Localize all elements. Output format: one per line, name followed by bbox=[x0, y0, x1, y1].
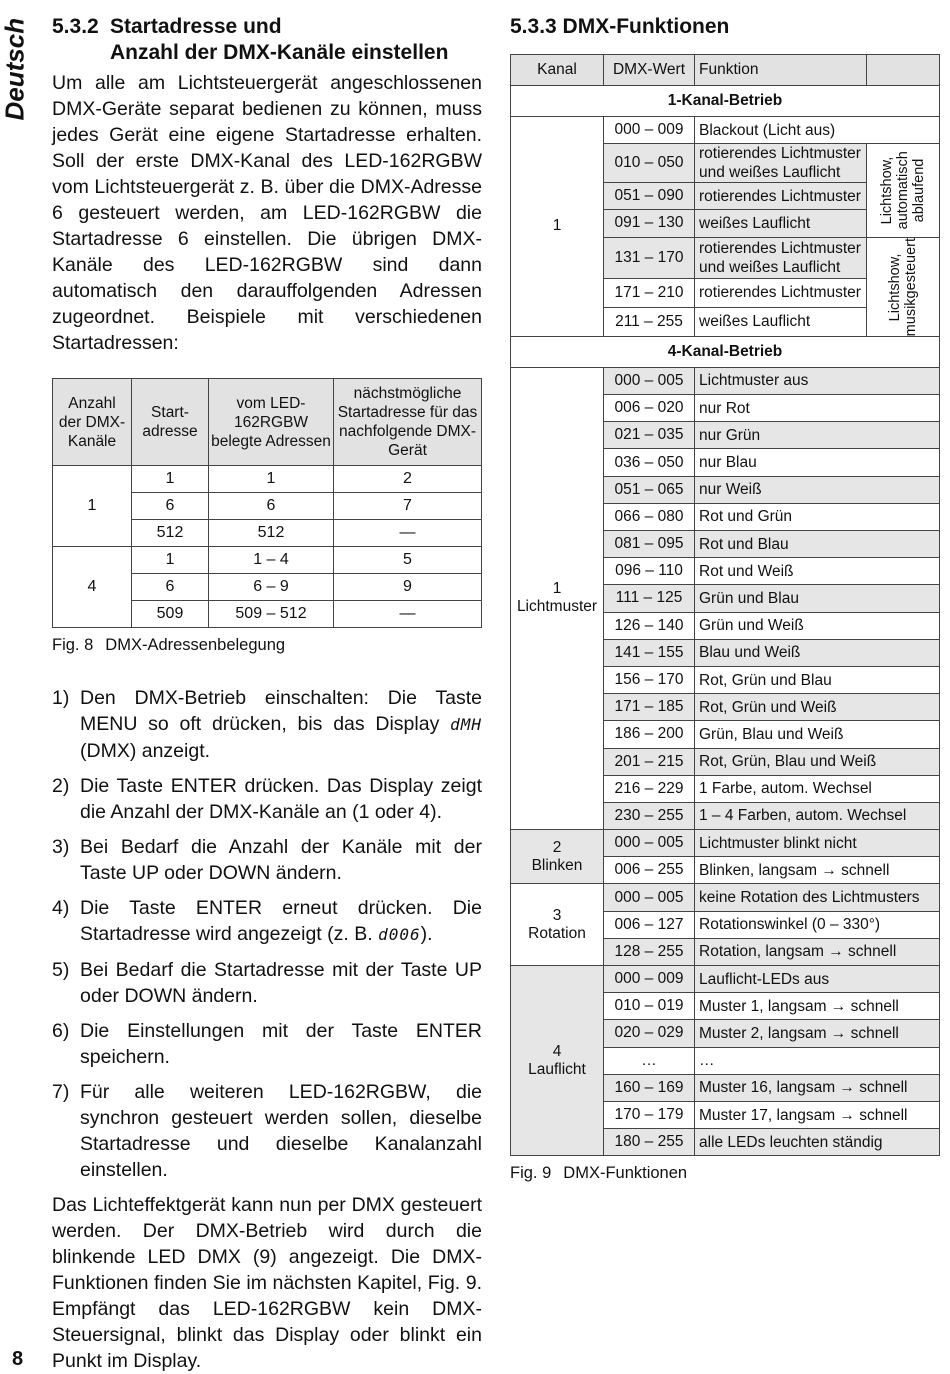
section-title: Startadresse und Anzahl der DMX-Kanäle einstellen bbox=[110, 15, 449, 64]
fig9-label: Fig. 9 bbox=[510, 1164, 552, 1183]
step-text bbox=[80, 895, 482, 948]
dmx-value-cell: 096 – 110 bbox=[604, 558, 695, 585]
function-cell: Rot, Grün und Blau bbox=[695, 666, 940, 693]
function-cell: Rot und Weiß bbox=[695, 558, 940, 585]
address-cell: 2 bbox=[334, 466, 482, 493]
function-cell: Lichtmuster aus bbox=[695, 367, 940, 394]
fig8-caption: Fig. 8 DMX-Adressenbelegung bbox=[52, 636, 286, 654]
address-cell: 6 bbox=[132, 493, 209, 520]
step-number: 6) bbox=[52, 1020, 70, 1042]
address-cell: 1 bbox=[209, 466, 334, 493]
address-table-row bbox=[53, 547, 482, 574]
dmx-row bbox=[511, 117, 940, 144]
function-cell: rotierendes Lichtmuster und weißes Lauflicht bbox=[695, 144, 867, 183]
function-cell: Muster 16, langsam → schnell bbox=[695, 1074, 940, 1101]
channel-name: Lichtmuster bbox=[516, 598, 598, 616]
function-cell: rotierendes Lichtmuster und weißes Lauflicht bbox=[695, 237, 867, 278]
function-cell: Muster 17, langsam → schnell bbox=[695, 1101, 940, 1128]
dmx-value-cell: 126 – 140 bbox=[604, 612, 695, 639]
step-number: 1) bbox=[52, 687, 70, 709]
channel-number: 2 bbox=[552, 838, 562, 856]
instruction-step bbox=[52, 1079, 482, 1183]
function-cell: 1 Farbe, autom. Wechsel bbox=[695, 775, 940, 802]
dmx-value-cell: 021 – 035 bbox=[604, 422, 695, 449]
step-text-main: Bei Bedarf die Anzahl der Kanäle mit der Taste UP oder DOWN ändern. bbox=[80, 836, 482, 884]
section-heading-5-3-2 bbox=[52, 14, 482, 66]
dmx-value-cell: … bbox=[604, 1047, 695, 1074]
dmx-value-cell: 036 – 050 bbox=[604, 449, 695, 476]
closing-paragraph: Das Lichteffektgerät kann nun per DMX gesteuert werden. Der DMX-Betrieb wird durch die blinkende LED DMX (9) angezeigt. Die DMX-Funktionen finden Sie im nächsten Kapitel, Fig. 9. Empfängt das LED-162RGBW kein DMX-Steuersignal, blinkt das Display oder blinkt ein Punkt im Display. bbox=[52, 1194, 482, 1372]
dmx-value-cell: 006 – 255 bbox=[604, 857, 695, 884]
dmx-value-cell: 006 – 020 bbox=[604, 395, 695, 422]
step-text-main: Den DMX-Betrieb einschalten: Die Taste MENU so oft drücken, bis das Display bbox=[80, 687, 482, 735]
step-number: 7) bbox=[52, 1081, 70, 1103]
mode-heading-row bbox=[511, 336, 940, 367]
right-column bbox=[510, 14, 940, 1183]
dmx-value-cell: 006 – 127 bbox=[604, 911, 695, 938]
address-cell: 7 bbox=[334, 493, 482, 520]
channel-count-cell: 4 bbox=[53, 547, 132, 628]
step-text-main: Die Einstellungen mit der Taste ENTER speichern. bbox=[80, 1020, 482, 1068]
instruction-step bbox=[52, 685, 482, 764]
instruction-steps bbox=[52, 685, 482, 1183]
language-tab: Deutsch bbox=[0, 17, 30, 121]
function-cell: keine Rotation des Lichtmusters bbox=[695, 884, 940, 911]
mode-heading: 4-Kanal-Betrieb bbox=[511, 336, 940, 367]
address-table-header bbox=[53, 379, 482, 466]
step-text-main: Für alle weiteren LED-162RGBW, die synchron gesteuert werden sollen, dieselbe Startadresse und dieselbe Kanalanzahl einstellen. bbox=[80, 1081, 482, 1181]
channel-count-cell: 1 bbox=[53, 466, 132, 547]
dmx-value-cell: 186 – 200 bbox=[604, 721, 695, 748]
dmx-row bbox=[511, 884, 940, 911]
function-cell: alle LEDs leuchten ständig bbox=[695, 1129, 940, 1156]
step-text bbox=[80, 773, 482, 825]
address-table bbox=[52, 378, 482, 628]
instruction-step bbox=[52, 1018, 482, 1070]
dmx-value-cell: 171 – 210 bbox=[604, 279, 695, 308]
step-text bbox=[80, 1079, 482, 1183]
channel-cell bbox=[511, 830, 604, 884]
instruction-step bbox=[52, 957, 482, 1009]
dmx-value-cell: 000 – 005 bbox=[604, 884, 695, 911]
step-number: 3) bbox=[52, 836, 70, 858]
dmx-value-cell: 170 – 179 bbox=[604, 1101, 695, 1128]
step-number: 5) bbox=[52, 959, 70, 981]
channel-number: 4 bbox=[552, 1042, 562, 1060]
dmx-value-cell: 156 – 170 bbox=[604, 666, 695, 693]
address-cell: — bbox=[334, 601, 482, 628]
channel-cell bbox=[511, 884, 604, 966]
function-cell: rotierendes Lichtmuster bbox=[695, 279, 867, 308]
section-heading-5-3-3: 5.3.3 DMX-Funktionen bbox=[510, 15, 730, 38]
channel-cell bbox=[511, 966, 604, 1156]
address-cell: 6 bbox=[209, 493, 334, 520]
function-cell: Blinken, langsam → schnell bbox=[695, 857, 940, 884]
lcd-display-text: d006 bbox=[378, 925, 421, 944]
address-cell: 512 bbox=[209, 520, 334, 547]
dmx-value-cell: 171 – 185 bbox=[604, 694, 695, 721]
step-text bbox=[80, 834, 482, 886]
dmx-value-cell: 091 – 130 bbox=[604, 210, 695, 237]
step-text-main: Die Taste ENTER drücken. Das Display zeigt die Anzahl der DMX-Kanäle an (1 oder 4). bbox=[80, 775, 482, 823]
channel-name: Lauflicht bbox=[528, 1060, 586, 1078]
dmx-value-cell: 201 – 215 bbox=[604, 748, 695, 775]
function-cell: Lichtmuster blinkt nicht bbox=[695, 830, 940, 857]
music-lightshow-label bbox=[867, 237, 940, 336]
step-number: 4) bbox=[52, 897, 70, 919]
header-channel-count: Anzahl der DMX-Kanäle bbox=[53, 379, 132, 466]
address-cell: 9 bbox=[334, 574, 482, 601]
function-cell: nur Rot bbox=[695, 395, 940, 422]
address-cell: 509 bbox=[132, 601, 209, 628]
channel-name: Blinken bbox=[531, 856, 583, 874]
function-cell: Blackout (Licht aus) bbox=[695, 117, 940, 144]
function-cell: Rotationswinkel (0 – 330°) bbox=[695, 911, 940, 938]
header-spacer bbox=[867, 55, 940, 86]
header-next-start-address: nächstmögliche Startadresse für das nachfolgende DMX-Gerät bbox=[334, 379, 482, 466]
left-column bbox=[52, 14, 482, 1374]
step-text bbox=[80, 685, 482, 764]
dmx-value-cell: 000 – 009 bbox=[604, 117, 695, 144]
dmx-value-cell: 230 – 255 bbox=[604, 802, 695, 829]
function-cell: nur Blau bbox=[695, 449, 940, 476]
auto-lightshow-label bbox=[867, 144, 940, 237]
dmx-value-cell: 141 – 155 bbox=[604, 639, 695, 666]
address-cell: 1 – 4 bbox=[209, 547, 334, 574]
instruction-step bbox=[52, 895, 482, 948]
function-cell: … bbox=[695, 1047, 940, 1074]
address-cell: 1 bbox=[132, 547, 209, 574]
function-cell: 1 – 4 Farben, autom. Wechsel bbox=[695, 802, 940, 829]
function-cell: Grün, Blau und Weiß bbox=[695, 721, 940, 748]
fig9-caption: Fig. 9 DMX-Funktionen bbox=[510, 1164, 688, 1183]
dmx-value-cell: 160 – 169 bbox=[604, 1074, 695, 1101]
dmx-value-cell: 000 – 005 bbox=[604, 830, 695, 857]
dmx-value-cell: 000 – 005 bbox=[604, 367, 695, 394]
mode-heading: 1-Kanal-Betrieb bbox=[511, 86, 940, 117]
dmx-value-cell: 066 – 080 bbox=[604, 503, 695, 530]
header-kanal: Kanal bbox=[511, 55, 604, 86]
dmx-value-cell: 081 – 095 bbox=[604, 531, 695, 558]
vertical-label: Lichtshow, musikgesteuert bbox=[887, 237, 919, 336]
dmx-value-cell: 010 – 019 bbox=[604, 993, 695, 1020]
channel-cell bbox=[511, 367, 604, 829]
address-cell: 6 – 9 bbox=[209, 574, 334, 601]
fig8-label: Fig. 8 bbox=[52, 636, 94, 654]
function-cell: nur Grün bbox=[695, 422, 940, 449]
function-cell: weißes Lauflicht bbox=[695, 307, 867, 336]
address-cell: — bbox=[334, 520, 482, 547]
function-cell: Rot und Grün bbox=[695, 503, 940, 530]
step-text-main: Die Taste ENTER erneut drücken. Die Startadresse wird angezeigt (z. B. bbox=[80, 897, 482, 945]
address-cell: 512 bbox=[132, 520, 209, 547]
header-funktion: Funktion bbox=[695, 55, 867, 86]
step-text-main: Bei Bedarf die Startadresse mit der Taste UP oder DOWN ändern. bbox=[80, 959, 482, 1007]
dmx-row bbox=[511, 367, 940, 394]
step-text-tail: ). bbox=[420, 923, 433, 945]
dmx-value-cell: 000 – 009 bbox=[604, 966, 695, 993]
dmx-value-cell: 020 – 029 bbox=[604, 1020, 695, 1047]
instruction-step bbox=[52, 834, 482, 886]
address-table-row bbox=[53, 466, 482, 493]
dmx-value-cell: 211 – 255 bbox=[604, 307, 695, 336]
dmx-table-header bbox=[511, 55, 940, 86]
dmx-value-cell: 216 – 229 bbox=[604, 775, 695, 802]
step-number: 2) bbox=[52, 775, 70, 797]
address-cell: 509 – 512 bbox=[209, 601, 334, 628]
address-cell: 6 bbox=[132, 574, 209, 601]
function-cell: nur Weiß bbox=[695, 476, 940, 503]
function-cell: Muster 1, langsam → schnell bbox=[695, 993, 940, 1020]
header-start-address: Start-adresse bbox=[132, 379, 209, 466]
function-cell: Rotation, langsam → schnell bbox=[695, 938, 940, 965]
dmx-row bbox=[511, 966, 940, 993]
function-cell: Rot und Blau bbox=[695, 531, 940, 558]
dmx-row bbox=[511, 830, 940, 857]
dmx-value-cell: 051 – 090 bbox=[604, 183, 695, 210]
page-number: 8 bbox=[12, 1348, 24, 1370]
step-text bbox=[80, 1018, 482, 1070]
function-cell: weißes Lauflicht bbox=[695, 210, 867, 237]
dmx-function-table bbox=[510, 54, 940, 1156]
step-text bbox=[80, 957, 482, 1009]
channel-number: 1 bbox=[552, 580, 562, 598]
lcd-display-text: dMH bbox=[450, 715, 482, 734]
function-cell: rotierendes Lichtmuster bbox=[695, 183, 867, 210]
function-cell: Lauflicht-LEDs aus bbox=[695, 966, 940, 993]
function-cell: Blau und Weiß bbox=[695, 639, 940, 666]
dmx-value-cell: 111 – 125 bbox=[604, 585, 695, 612]
function-cell: Rot, Grün, Blau und Weiß bbox=[695, 748, 940, 775]
address-cell: 5 bbox=[334, 547, 482, 574]
header-dmx-wert: DMX-Wert bbox=[604, 55, 695, 86]
function-cell: Muster 2, langsam → schnell bbox=[695, 1020, 940, 1047]
dmx-value-cell: 010 – 050 bbox=[604, 144, 695, 183]
dmx-value-cell: 180 – 255 bbox=[604, 1129, 695, 1156]
address-cell: 1 bbox=[132, 466, 209, 493]
mode-heading-row bbox=[511, 86, 940, 117]
function-cell: Grün und Weiß bbox=[695, 612, 940, 639]
channel-number: 3 bbox=[552, 906, 562, 924]
channel-cell: 1 bbox=[511, 117, 604, 337]
dmx-value-cell: 128 – 255 bbox=[604, 938, 695, 965]
intro-paragraph: Um alle am Lichtsteuergerät angeschlossenen DMX-Geräte separat bedienen zu können, muss jedes Gerät eine eigene Startadresse erhalten. Soll der erste DMX-Kanal des LED-162RGBW vom Lichtsteuergerät z. B. über die DMX-Adresse 6 gesteuert werden, am LED-162RGBW die Startadresse 6 einstellen. Die übrigen DMX-Kanäle des LED-162RGBW sind dann automatisch den darauffolgenden Adressen zugeordnet. Beispiele mit verschiedenen Startadressen: bbox=[52, 72, 482, 354]
function-cell: Grün und Blau bbox=[695, 585, 940, 612]
dmx-value-cell: 051 – 065 bbox=[604, 476, 695, 503]
step-text-tail: (DMX) anzeigt. bbox=[80, 740, 211, 762]
header-occupied-addresses: vom LED-162RGBW belegte Adressen bbox=[209, 379, 334, 466]
instruction-step bbox=[52, 773, 482, 825]
section-number: 5.3.2 bbox=[52, 15, 99, 38]
function-cell: Rot, Grün und Weiß bbox=[695, 694, 940, 721]
channel-name: Rotation bbox=[528, 924, 586, 942]
dmx-value-cell: 131 – 170 bbox=[604, 237, 695, 278]
vertical-label: Lichtshow, automatisch ablaufend bbox=[879, 151, 927, 230]
